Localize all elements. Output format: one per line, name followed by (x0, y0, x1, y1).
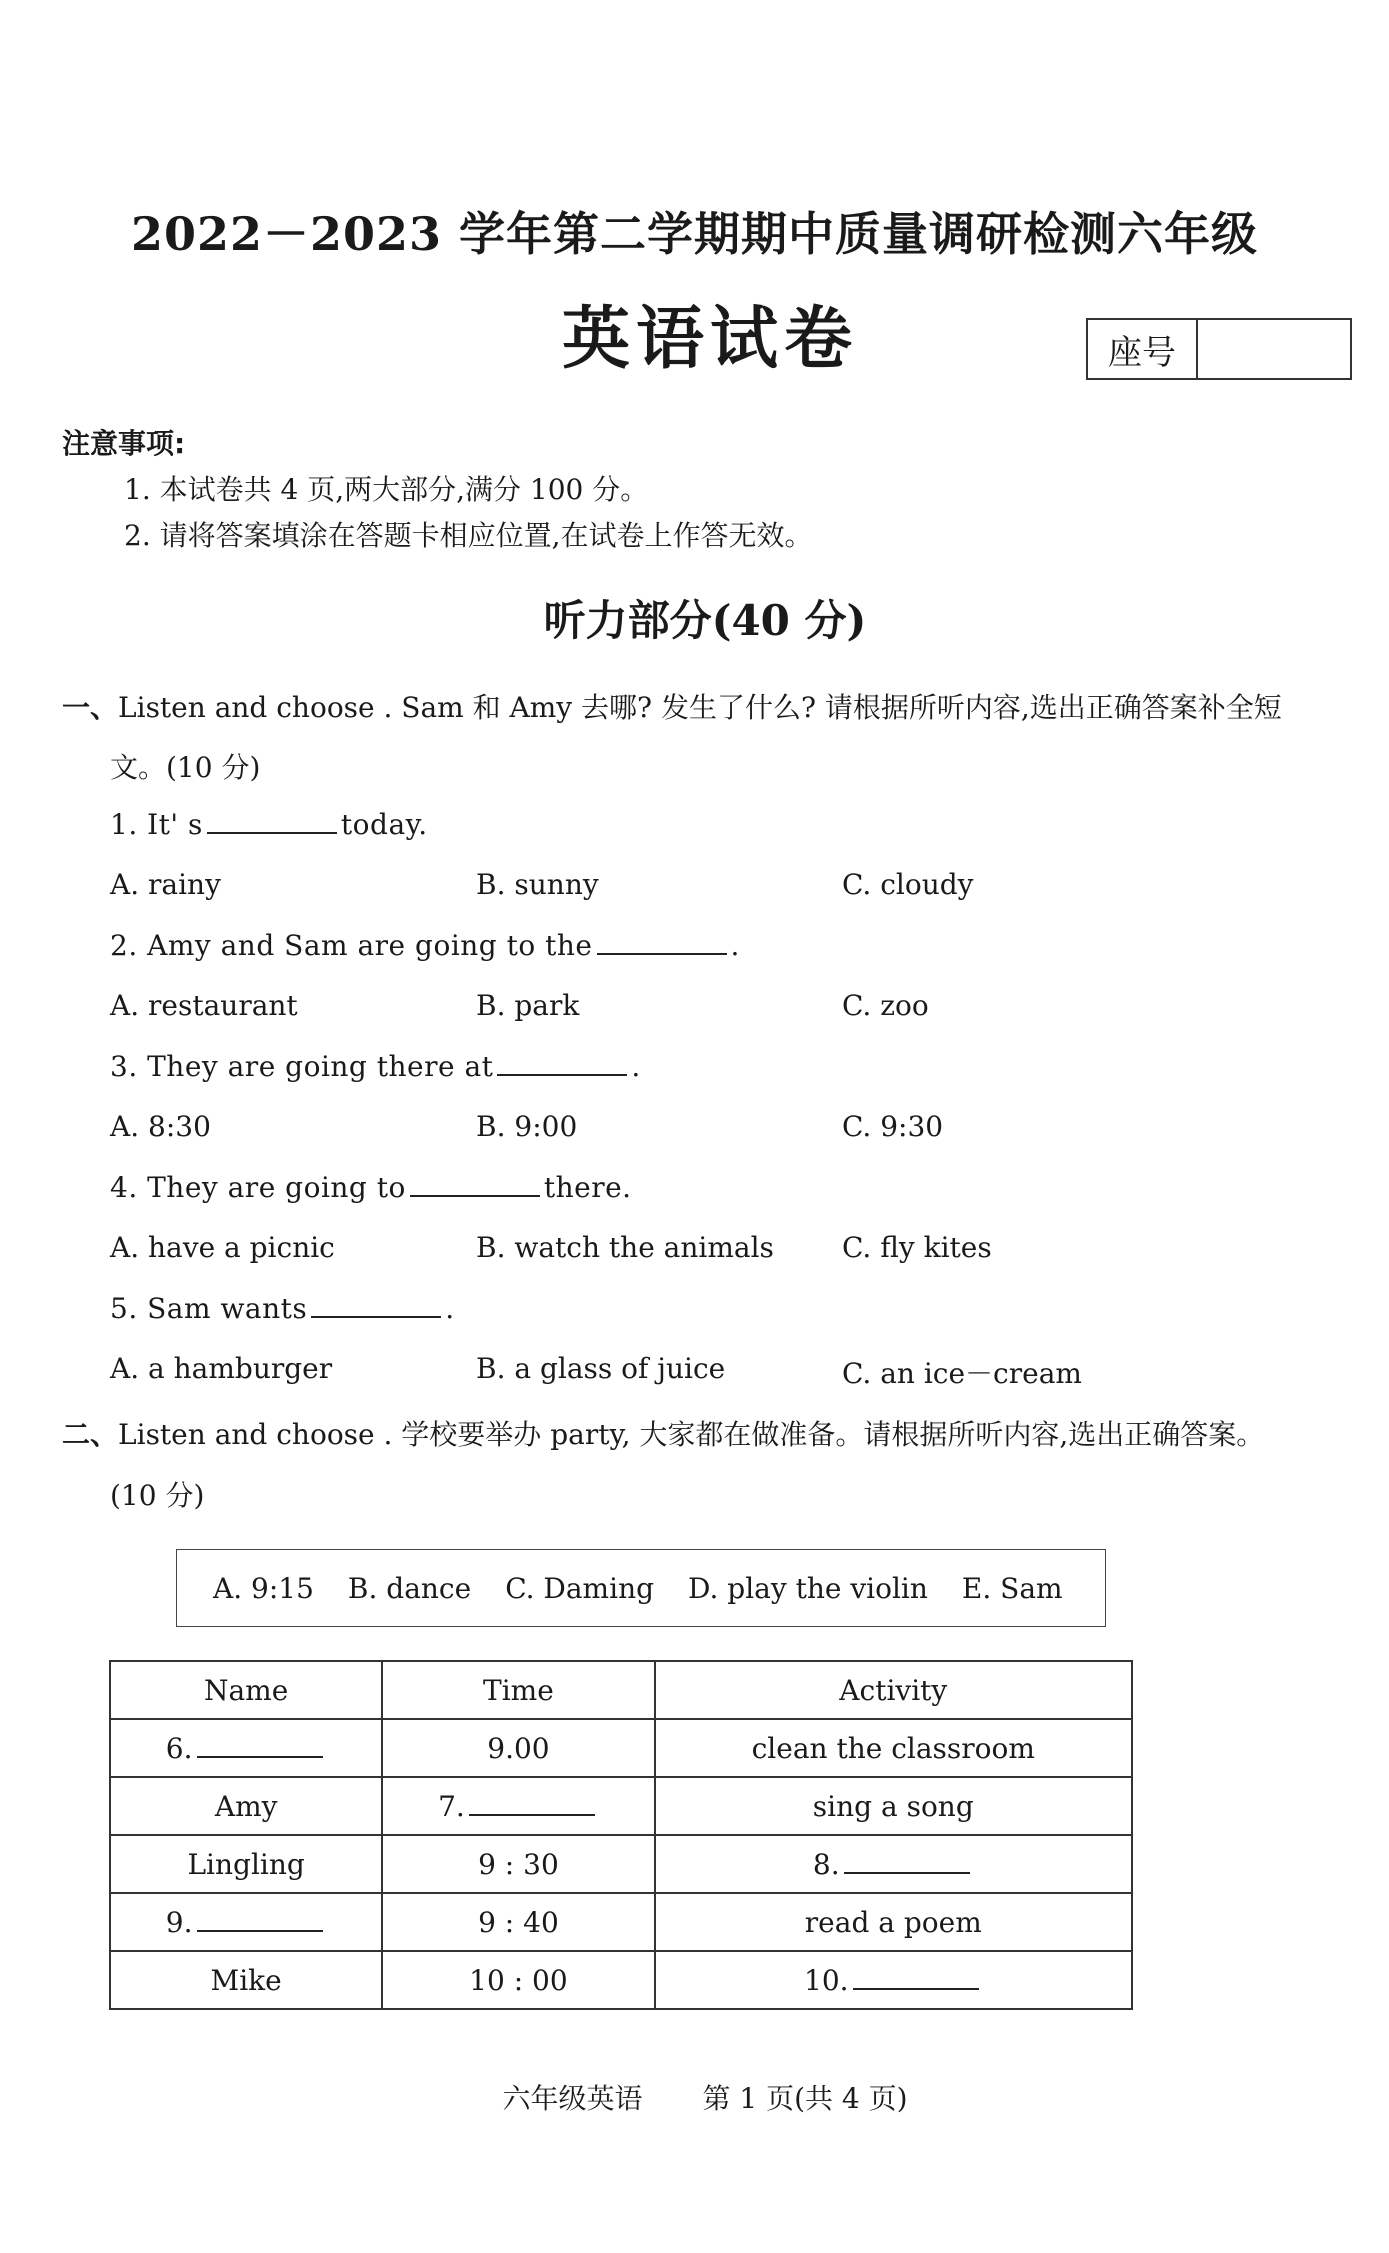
q1-option-a: A. rainy (110, 868, 221, 901)
part1-instruction (62, 686, 1282, 726)
table-cell: 10 : 00 (382, 1951, 654, 2009)
option-d: D. play the violin (688, 1571, 928, 1605)
seat-number-field[interactable] (1198, 320, 1350, 378)
table-cell: Mike (110, 1951, 382, 2009)
table-cell: 9.00 (382, 1719, 654, 1777)
table-cell: 9 : 30 (382, 1835, 654, 1893)
part1-instruction-text: Listen and choose . Sam 和 Amy 去哪? 发生了什么? 请根据所听内容,选出正确答案补全短 (118, 691, 1282, 724)
q2-option-c: C. zoo (842, 989, 929, 1022)
answer-blank (497, 1050, 627, 1076)
part2-instruction-text: Listen and choose . 学校要举办 party, 大家都在做准备。请根据所听内容,选出正确答案。 (118, 1418, 1265, 1451)
option-a: A. 9:15 (213, 1571, 314, 1605)
q2-option-a: A. restaurant (110, 989, 298, 1022)
seat-label: 座号 (1088, 320, 1198, 378)
exam-title: 2022－2023 学年第二学期期中质量调研检测六年级 (130, 207, 1259, 261)
answer-blank (469, 1790, 595, 1816)
q1-option-c: C. cloudy (842, 868, 974, 901)
table-row (110, 1777, 1132, 1835)
q5-option-c: C. an ice－cream (842, 1357, 1082, 1390)
column-header-name: Name (110, 1661, 382, 1719)
exam-subtitle: 英语试卷 (561, 299, 858, 379)
table-row (110, 1951, 1132, 2009)
answer-blank (197, 1732, 323, 1758)
notice-item-1: 1. 本试卷共 4 页,两大部分,满分 100 分。 (124, 473, 649, 506)
option-c: C. Daming (505, 1571, 655, 1605)
question-3: 3. They are going there at . (110, 1050, 641, 1083)
table-cell: Amy (110, 1777, 382, 1835)
option-e: E. Sam (961, 1571, 1063, 1605)
answer-blank (311, 1292, 441, 1318)
answer-blank (853, 1964, 979, 1990)
question-2: 2. Amy and Sam are going to the . (110, 929, 740, 962)
footer-subject: 六年级英语 (502, 2082, 643, 2115)
q4-option-c: C. fly kites (842, 1231, 992, 1264)
part1-instruction-cont: 文。(10 分) (110, 751, 261, 784)
table-cell: 6. (110, 1719, 382, 1777)
seat-number-box (1086, 318, 1352, 380)
answer-blank (597, 929, 727, 955)
column-header-time: Time (382, 1661, 654, 1719)
answer-blank (207, 808, 337, 834)
table-header-row (110, 1661, 1132, 1719)
table-cell: read a poem (655, 1893, 1132, 1951)
question-5: 5. Sam wants . (110, 1292, 455, 1325)
table-cell: sing a song (655, 1777, 1132, 1835)
table-cell: 9. (110, 1893, 382, 1951)
q5-option-b: B. a glass of juice (476, 1352, 726, 1385)
q3-option-b: B. 9:00 (476, 1110, 578, 1143)
q3-option-c: C. 9:30 (842, 1110, 944, 1143)
q2-option-b: B. park (476, 989, 580, 1022)
part1-number: 一、 (62, 691, 119, 724)
column-header-activity: Activity (655, 1661, 1132, 1719)
table-cell: 8. (655, 1835, 1132, 1893)
party-schedule-table (109, 1660, 1133, 2010)
answer-options-box (176, 1549, 1106, 1627)
table-cell: 7. (382, 1777, 654, 1835)
q4-option-b: B. watch the animals (476, 1231, 774, 1264)
page-footer (0, 2077, 1389, 2117)
part2-instruction-cont: (10 分) (110, 1479, 205, 1512)
table-cell: Lingling (110, 1835, 382, 1893)
question-4: 4. They are going to there. (110, 1171, 632, 1204)
option-b: B. dance (347, 1571, 472, 1605)
notice-item-2: 2. 请将答案填涂在答题卡相应位置,在试卷上作答无效。 (124, 519, 813, 552)
listening-section-title: 听力部分(40 分) (543, 596, 867, 645)
table-row (110, 1893, 1132, 1951)
question-1: 1. It' s today. (110, 808, 428, 841)
table-cell: 10. (655, 1951, 1132, 2009)
q4-option-a: A. have a picnic (110, 1231, 335, 1264)
q5-option-a: A. a hamburger (110, 1352, 333, 1385)
table-cell: clean the classroom (655, 1719, 1132, 1777)
q1-option-b: B. sunny (476, 868, 599, 901)
answer-blank (197, 1906, 323, 1932)
part2-number: 二、 (62, 1418, 119, 1451)
table-row (110, 1835, 1132, 1893)
answer-blank (410, 1171, 540, 1197)
part2-instruction (62, 1413, 1264, 1453)
notice-title: 注意事项: (62, 427, 186, 460)
table-cell: 9 : 40 (382, 1893, 654, 1951)
footer-page-number: 第 1 页(共 4 页) (702, 2082, 908, 2115)
q3-option-a: A. 8:30 (110, 1110, 211, 1143)
table-row (110, 1719, 1132, 1777)
answer-blank (844, 1848, 970, 1874)
